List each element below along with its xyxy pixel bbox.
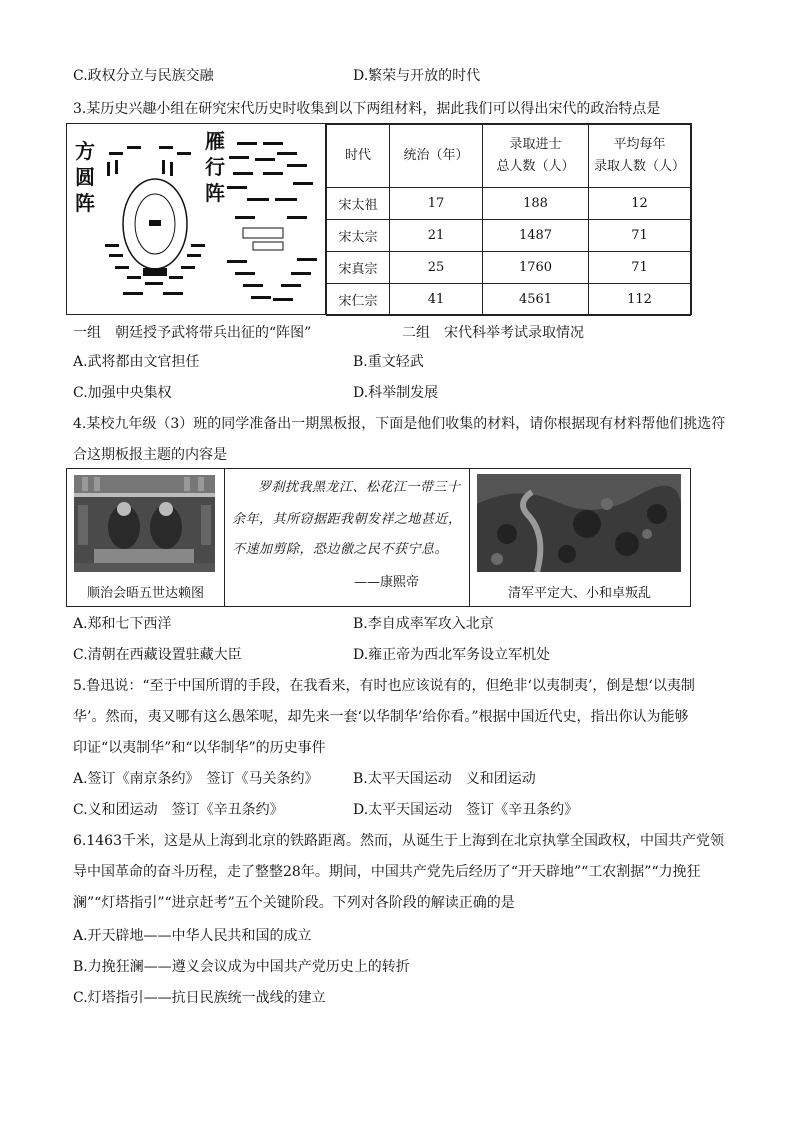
q2-option-c: C.政权分立与民族交融 [73, 68, 214, 84]
q6-option-b: B.力挽狂澜——遵义会议成为中国共产党历史上的转折 [73, 959, 410, 975]
q4-panel-3 [469, 469, 690, 606]
q4-option-d: D.雍正帝为西北军务设立军机处 [353, 647, 551, 663]
q5-option-d: D.太平天国运动 签订《辛丑条约》 [353, 802, 579, 818]
q6-option-c: C.灯塔指引——抗日民族统一战线的建立 [73, 990, 326, 1006]
q4-figure [66, 468, 691, 607]
q4-image3-caption: 清军平定大、小和卓叛乱 [507, 586, 651, 601]
q4-image1-caption: 顺治会晤五世达赖图 [86, 586, 204, 601]
q4-stem-line1: 4.某校九年级（3）班的同学准备出一期黑板报，下面是他们收集的材料，请你根据现有材料帮他们挑选符 [73, 416, 726, 432]
svg-text:阵: 阵 [75, 191, 95, 215]
table-row: 宋真宗 25 1760 71 [327, 252, 691, 284]
imperial-exam-table [326, 124, 691, 316]
q5-stem-line3: 印证“以夷制华”和“以华制华”的历史事件 [73, 740, 326, 756]
header-average: 平均每年 录取人数（人） [589, 125, 691, 188]
q6-stem-line3: 澜”“灯塔指引”“进京赶考”五个关键阶段。下列对各阶段的解读正确的是 [73, 895, 515, 911]
svg-text:雁: 雁 [205, 129, 225, 153]
q3-caption-left: 一组 朝廷授予武将带兵出征的“阵图” [73, 325, 312, 341]
q3-option-c: C.加强中央集权 [73, 385, 172, 401]
header-reign-years: 统治（年） [390, 125, 483, 188]
table-row: 宋太祖 17 188 12 [327, 188, 691, 220]
header-era: 时代 [327, 125, 390, 188]
q4-panel-1 [67, 469, 225, 606]
q4-stem-line2: 合这期板报主题的内容是 [73, 447, 227, 463]
q3-option-b: B.重文轻武 [353, 354, 424, 370]
q5-option-c: C.义和团运动 签订《辛丑条约》 [73, 802, 284, 818]
table-row: 宋仁宗 41 4561 112 [327, 284, 691, 316]
q3-figure [66, 123, 692, 315]
qing-army-suppression-image [477, 474, 681, 572]
kangxi-quote-line1: 罗刹扰我黑龙江、松花江一带三十 [258, 480, 461, 495]
kangxi-quote-line2: 余年，其所窃据距我朝发祥之地甚近， [232, 512, 462, 527]
q3-stem: 3.某历史兴趣小组在研究宋代历史时收集到以下两组材料，据此我们可以得出宋代的政治特点是 [73, 101, 661, 117]
q5-option-b: B.太平天国运动 义和团运动 [353, 771, 536, 787]
battle-formation-diagram [67, 124, 326, 314]
svg-text:圆: 圆 [75, 165, 95, 189]
svg-text:方: 方 [75, 139, 95, 163]
q3-option-d: D.科举制发展 [353, 385, 439, 401]
header-total: 录取进士 总人数（人） [483, 125, 589, 188]
q5-stem-line2: 华’。然而，夷又哪有这么愚笨呢，却先来一套‘以华制华’给你看。”根据中国近代史，指出你认为能够 [73, 709, 689, 725]
kangxi-quote-author: ——康熙帝 [354, 575, 420, 590]
svg-text:行: 行 [205, 155, 225, 179]
shunzhi-meets-dalai-lama-image [74, 475, 215, 572]
q6-option-a: A.开天辟地——中华人民共和国的成立 [73, 928, 312, 944]
kangxi-quote-line3: 不速加剪除，恐边徼之民不获宁息。 [232, 542, 449, 557]
formation-drawing [67, 124, 325, 314]
q2-option-d: D.繁荣与开放的时代 [353, 68, 481, 84]
q4-option-c: C.清朝在西藏设置驻藏大臣 [73, 647, 242, 663]
q3-option-a: A.武将都由文官担任 [73, 354, 200, 370]
q4-panel-2 [224, 469, 470, 606]
q4-option-b: B.李自成率军攻入北京 [353, 616, 494, 632]
q3-caption-right: 二组 宋代科举考试录取情况 [402, 325, 584, 341]
table-row: 宋太宗 21 1487 71 [327, 220, 691, 252]
q5-option-a: A.签订《南京条约》 签订《马关条约》 [73, 771, 319, 787]
q4-option-a: A.郑和七下西洋 [73, 616, 172, 632]
q6-stem-line2: 导中国革命的奋斗历程，走了整整28年。期间，中国共产党先后经历了“开天辟地”“工农割据”“力挽狂 [73, 864, 701, 880]
svg-text:阵: 阵 [205, 181, 225, 205]
q6-stem-line1: 6.1463千米，这是从上海到北京的铁路距离。然而，从诞生于上海到在北京执掌全国政权，中国共产党领 [73, 833, 724, 849]
q5-stem-line1: 5.鲁迅说：“至于中国所谓的手段，在我看来，有时也应该说有的，但绝非‘以夷制夷’，倒是想‘以夷制 [73, 678, 695, 694]
